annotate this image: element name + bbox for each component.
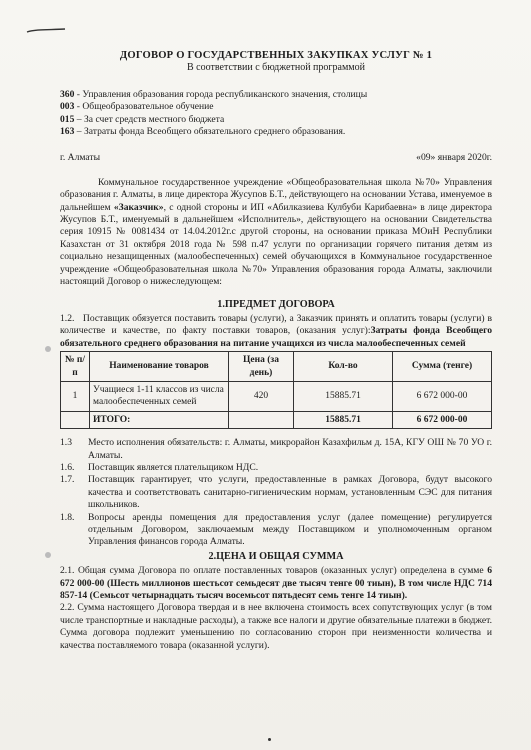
preamble-paragraph: Коммунальное государственное учреждение «Общеобразовательная школа №70» Управления образования г. Алматы, в лице директора Жусупов Б.Т., действующего на основании Устава, именуемое в дальнейшем «Заказчик», с одной стороны и ИП «Абилказиева Кулбуби Карибаевна» в лице директора Жусупов Б.Т., именуемый в дальнейшем «Исполнитель», действующего на основании Свидетельства серия 10915 № 0081434 от 14.04.2012г.с другой стороны, на основании приказа МОиН Республики Казахстан от 31 октября 2018 года № 598 п.47 услуги по организации горячего питания детям из социально незащищенных (малообеспеченных) семей обучающихся в Коммунальное государственное учреждение «Общеобразовательная школа №70» Управления образования города Алматы, заключили настоящий Договор о нижеследующем: <box>60 176 492 288</box>
pen-mark-icon <box>26 28 66 34</box>
table-row: 1 Учащиеся 1-11 классов из числа малообеспеченных семей 420 15885.71 6 672 000-00 <box>61 381 492 411</box>
margin-hole-icon <box>45 552 51 558</box>
section-1-title: 1.ПРЕДМЕТ ДОГОВОРА <box>217 298 335 310</box>
document-title: ДОГОВОР О ГОСУДАРСТВЕННЫХ ЗАКУПКАХ УСЛУГ № 1 <box>119 50 433 61</box>
contract-date: «09» января 2020г. <box>416 152 492 164</box>
budget-code-line: 163 – Затраты фонда Всеобщего обязательного среднего образования. <box>60 126 346 138</box>
budget-code-line: 003 - Общеобразовательное обучение <box>60 101 214 113</box>
clause-2-1: 2.1. Общая сумма Договора по оплате поставленных товаров (оказанных услуг) определена в сумме 6 672 000-00 (Шесть миллионов шестьсот семьдесят две тысяч тенге 00 тиын), В том числе НДС 714 857-14 (Семьсот четырнадцать тысяч восемьсот пятьдесят семь тенге 14 тиын). <box>60 565 492 602</box>
budget-code-line: 015 – За счет средств местного бюджета <box>60 113 225 125</box>
clause-1-2: 1.2. Поставщик обязуется поставить товары (услуги), а Заказчик принять и оплатить товары (услуги) в количестве и качестве, по факту поставки товаров, (оказания услуг):Затраты фонда Всеобщего обязательного среднего образования на питание учащихся из числа малообеспеченных семей <box>60 312 493 349</box>
budget-code-line: 360 - Управления образования города республиканского значения, столицы <box>60 88 368 100</box>
clauses-list <box>60 437 492 549</box>
document-body <box>60 50 492 652</box>
place-date-row <box>60 152 492 164</box>
list-item: 1.7. Поставщик гарантирует, что услуги, предоставленные в рамках Договора, будут высокого качества и соответствовать санитарно-гигиеническим нормам, установленным СЭС для питания школьников. <box>60 474 492 511</box>
section-2-title: 2.ЦЕНА И ОБЩАЯ СУММА <box>208 550 344 562</box>
page-mark-icon <box>268 738 271 741</box>
list-item: 1.6. Поставщик является плательщиком НДС. <box>60 461 259 473</box>
table-header-row: № п/п Наименование товаров Цена (за день) Кол-во Сумма (тенге) <box>61 352 492 382</box>
clause-2-2: 2.2. Сумма настоящего Договора твердая и в нее включена стоимость всех сопутствующих услуг (в том числе транспортные и накладные расходы), а также все налоги и другие обязательные платежи в бюджет. Сумма договора подлежит уменьшению по согласованию сторон при неизменности количества и качества поставляемого товара (оказанной услуги). <box>60 602 492 651</box>
goods-table <box>60 351 492 429</box>
margin-hole-icon <box>45 346 51 352</box>
table-total-row: ИТОГО: 15885.71 6 672 000-00 <box>61 411 492 428</box>
contract-place: г. Алматы <box>60 152 101 164</box>
list-item: 1.3 Место исполнения обязательств: г. Алматы, микрорайон Казахфильм д. 15А, КГУ ОШ № 70 УО г. Алматы. <box>60 437 492 461</box>
list-item: 1.8. Вопросы аренды помещения для предоставления услуг (далее помещение) регулируется отдельным Договором, заключаемым между Поставщиком и уполномоченным органом Управления финансов города Алматы. <box>60 511 492 548</box>
budget-codes <box>60 89 492 139</box>
document-subtitle: В соответствии с бюджетной программой <box>187 62 365 74</box>
